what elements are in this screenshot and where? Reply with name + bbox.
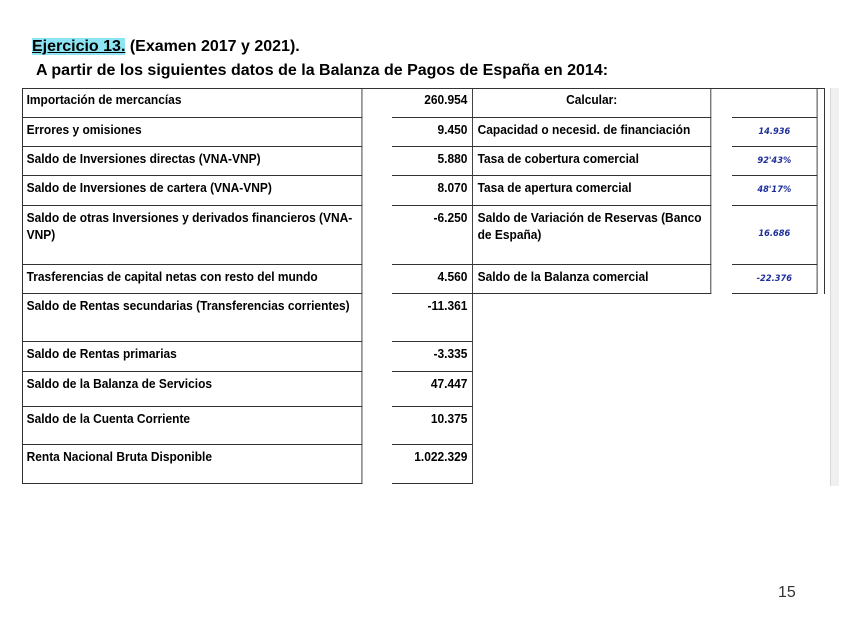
left-row-value: 10.375: [392, 407, 473, 445]
exercise-title: [32, 38, 300, 56]
left-row-label: Saldo de otras Inversiones y derivados financieros (VNA-VNP): [22, 206, 362, 265]
exercise-label: Ejercicio 13.: [32, 38, 126, 55]
calc-item-label: Tasa de apertura comercial: [473, 176, 711, 206]
page-number: 15: [778, 584, 796, 601]
left-row-value: 260.954: [392, 88, 473, 118]
left-row-value: 4.560: [392, 265, 473, 294]
calc-item-label: Capacidad o necesid. de financiación: [473, 118, 711, 147]
left-row-label: Renta Nacional Bruta Disponible: [22, 445, 362, 484]
left-row-value: 1.022.329: [392, 445, 473, 484]
left-row-value: 8.070: [392, 176, 473, 206]
handwritten-answer: 48'17%: [732, 176, 818, 206]
left-row-label: Errores y omisiones: [22, 118, 362, 147]
handwritten-answer: 16.686: [732, 206, 818, 265]
left-row-label: Importación de mercancías: [22, 88, 362, 118]
calc-item-label: Saldo de Variación de Reservas (Banco de España): [473, 206, 711, 265]
left-row-value: -6.250: [392, 206, 473, 265]
left-row-value: 5.880: [392, 147, 473, 176]
left-row-label: Trasferencias de capital netas con resto del mundo: [22, 265, 362, 294]
vertical-scrollbar[interactable]: [830, 88, 839, 486]
exercise-subtitle: A partir de los siguientes datos de la Balanza de Pagos de España en 2014:: [36, 62, 609, 79]
handwritten-answer: 14.936: [732, 118, 818, 147]
left-row-label: Saldo de la Balanza de Servicios: [22, 372, 362, 407]
left-row-label: Saldo de Rentas primarias: [22, 342, 362, 372]
calcular-header: Calcular:: [473, 88, 711, 118]
left-row-value: -11.361: [392, 294, 473, 342]
calc-item-label: Tasa de cobertura comercial: [473, 147, 711, 176]
left-row-label: Saldo de la Cuenta Corriente: [22, 407, 362, 445]
left-row-label: Saldo de Inversiones de cartera (VNA-VNP): [22, 176, 362, 206]
left-row-value: -3.335: [392, 342, 473, 372]
left-row-label: Saldo de Inversiones directas (VNA-VNP): [22, 147, 362, 176]
exam-years: (Examen 2017 y 2021).: [125, 38, 300, 55]
handwritten-answer: -22.376: [732, 265, 818, 294]
left-row-value: 9.450: [392, 118, 473, 147]
answer-header-cell: [732, 88, 818, 118]
calc-item-label: Saldo de la Balanza comercial: [473, 265, 711, 294]
left-row-label: Saldo de Rentas secundarias (Transferencias corrientes): [22, 294, 362, 342]
handwritten-answer: 92'43%: [732, 147, 818, 176]
left-row-value: 47.447: [392, 372, 473, 407]
